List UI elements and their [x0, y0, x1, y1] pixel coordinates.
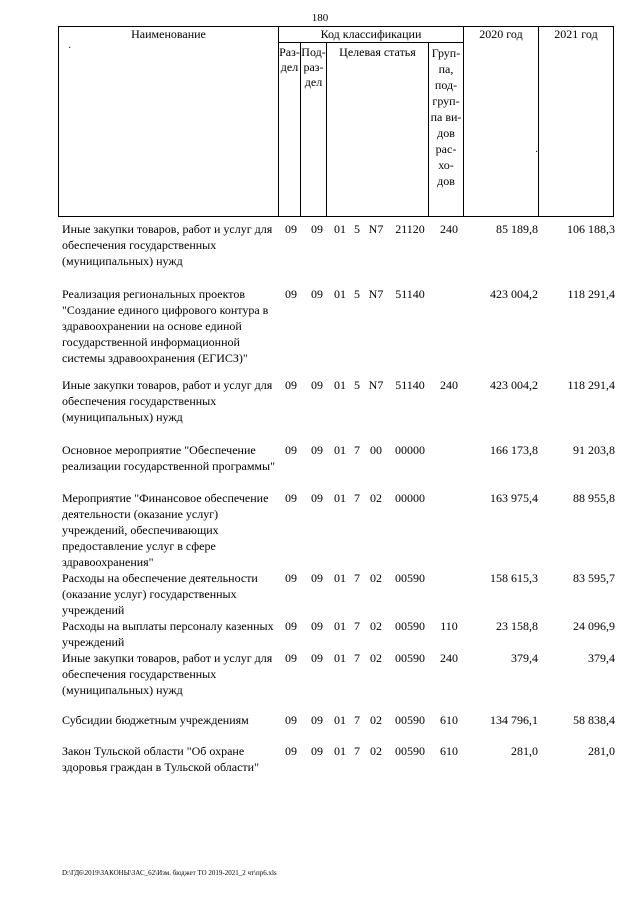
scan-dot-mark: · — [68, 43, 72, 54]
row-podrazdel: 09 — [311, 744, 323, 758]
row-group: 240 — [440, 378, 458, 392]
row-amount-2021: 24 096,9 — [573, 619, 615, 633]
row-amount-2020: 166 173,8 — [490, 443, 538, 457]
row-group: 610 — [440, 713, 458, 727]
row-podrazdel: 09 — [311, 378, 323, 392]
row-group: 110 — [440, 619, 458, 633]
row-name: Иные закупки товаров, работ и услуг для обеспечения государственных (муниципальных) нужд — [62, 651, 273, 697]
row-target-event: 02 — [370, 651, 382, 665]
row-target-subprogram: 7 — [354, 744, 360, 758]
row-target-subprogram: 7 — [354, 619, 360, 633]
row-target-program: 01 — [334, 651, 346, 665]
row-target-subprogram: 5 — [354, 378, 360, 392]
row-razdel: 09 — [285, 619, 297, 633]
row-target-subprogram: 7 — [354, 491, 360, 505]
row-target-event: 02 — [370, 744, 382, 758]
row-podrazdel: 09 — [311, 443, 323, 457]
row-amount-2020: 158 615,3 — [490, 571, 538, 585]
row-target-event: 02 — [370, 571, 382, 585]
header-year-2020: 2020 год — [464, 27, 539, 217]
row-name: Основное мероприятие "Обеспечение реализации государственной программы" — [62, 443, 275, 473]
row-amount-2021: 91 203,8 — [573, 443, 615, 457]
row-target-direction: 21120 — [395, 222, 425, 236]
row-name: Реализация региональных проектов "Создание единого цифрового контура в здравоохранении на основе единой государственной информационной системы здравоохранения (ЕГИСЗ)" — [62, 287, 269, 365]
row-target-event: 02 — [370, 619, 382, 633]
row-target-event: 02 — [370, 713, 382, 727]
row-name: Субсидии бюджетным учреждениям — [62, 713, 249, 727]
header-razdel: Раз- дел — [279, 43, 301, 217]
scan-dot-mark: · — [535, 147, 539, 158]
row-razdel: 09 — [285, 491, 297, 505]
row-target-event: N7 — [368, 378, 384, 392]
row-target-direction: 00590 — [395, 619, 425, 633]
row-group: 240 — [440, 222, 458, 236]
row-target-subprogram: 7 — [354, 651, 360, 665]
row-target-program: 01 — [334, 619, 346, 633]
row-podrazdel: 09 — [311, 287, 323, 301]
row-name: Иные закупки товаров, работ и услуг для обеспечения государственных (муниципальных) нужд — [62, 378, 273, 424]
row-amount-2020: 281,0 — [511, 744, 538, 758]
header-podrazdel: Под- раз- дел — [301, 43, 327, 217]
row-target-event: 00 — [370, 443, 382, 457]
row-name: Закон Тульской области "Об охране здоровья граждан в Тульской области" — [62, 744, 259, 774]
row-target-direction: 00590 — [395, 744, 425, 758]
row-target-direction: 00590 — [395, 571, 425, 585]
row-amount-2021: 379,4 — [588, 651, 615, 665]
row-target-subprogram: 7 — [354, 443, 360, 457]
row-podrazdel: 09 — [311, 651, 323, 665]
row-razdel: 09 — [285, 713, 297, 727]
row-target-subprogram: 7 — [354, 571, 360, 585]
row-razdel: 09 — [285, 222, 297, 236]
row-name: Мероприятие "Финансовое обеспечение деятельности (оказание услуг) учреждений, обеспечивающих предоставление услуг в сфере здравоохранения" — [62, 491, 269, 569]
table-header — [58, 26, 614, 217]
row-target-subprogram: 5 — [354, 222, 360, 236]
row-amount-2021: 106 188,3 — [567, 222, 615, 236]
row-name: Расходы на выплаты персоналу казенных учреждений — [62, 619, 274, 649]
row-target-program: 01 — [334, 443, 346, 457]
row-amount-2021: 118 291,4 — [567, 287, 615, 301]
header-code-group: Код классификации — [279, 27, 464, 43]
row-amount-2021: 88 955,8 — [573, 491, 615, 505]
row-target-direction: 51140 — [395, 378, 425, 392]
header-year-2021: 2021 год — [539, 27, 614, 217]
header-group: Груп- па, под- груп- па ви- дов рас- хо- дов — [429, 43, 464, 217]
row-amount-2020: 23 158,8 — [496, 619, 538, 633]
row-target-program: 01 — [334, 713, 346, 727]
row-podrazdel: 09 — [311, 222, 323, 236]
row-amount-2021: 83 595,7 — [573, 571, 615, 585]
row-target-direction: 00590 — [395, 651, 425, 665]
row-razdel: 09 — [285, 443, 297, 457]
row-amount-2020: 379,4 — [511, 651, 538, 665]
header-name: Наименование — [59, 27, 279, 217]
row-target-event: 02 — [370, 491, 382, 505]
row-target-program: 01 — [334, 222, 346, 236]
row-amount-2021: 118 291,4 — [567, 378, 615, 392]
row-amount-2021: 281,0 — [588, 744, 615, 758]
row-group: 610 — [440, 744, 458, 758]
row-razdel: 09 — [285, 651, 297, 665]
row-target-program: 01 — [334, 378, 346, 392]
row-razdel: 09 — [285, 571, 297, 585]
row-amount-2020: 85 189,8 — [496, 222, 538, 236]
row-razdel: 09 — [285, 744, 297, 758]
row-target-program: 01 — [334, 287, 346, 301]
row-target-subprogram: 5 — [354, 287, 360, 301]
file-path-footer: D:\ГД6\2019\ЗАКОНЫ\ЗАС_62\Изм. бюджет ТО 2019-2021_2 чт\пр6.xls — [62, 869, 277, 877]
row-name: Иные закупки товаров, работ и услуг для обеспечения государственных (муниципальных) нужд — [62, 222, 273, 268]
row-amount-2020: 423 004,2 — [490, 287, 538, 301]
row-target-event: N7 — [368, 222, 384, 236]
row-target-direction: 51140 — [395, 287, 425, 301]
row-target-subprogram: 7 — [354, 713, 360, 727]
row-razdel: 09 — [285, 378, 297, 392]
row-razdel: 09 — [285, 287, 297, 301]
row-target-program: 01 — [334, 571, 346, 585]
row-target-direction: 00590 — [395, 713, 425, 727]
row-amount-2021: 58 838,4 — [573, 713, 615, 727]
row-target-program: 01 — [334, 744, 346, 758]
row-target-program: 01 — [334, 491, 346, 505]
row-podrazdel: 09 — [311, 491, 323, 505]
row-group: 240 — [440, 651, 458, 665]
row-target-direction: 00000 — [395, 491, 425, 505]
header-target-article: Целевая статья — [327, 43, 429, 217]
row-amount-2020: 163 975,4 — [490, 491, 538, 505]
row-amount-2020: 423 004,2 — [490, 378, 538, 392]
row-target-event: N7 — [368, 287, 384, 301]
row-name: Расходы на обеспечение деятельности (оказание услуг) государственных учреждений — [62, 571, 258, 617]
row-target-direction: 00000 — [395, 443, 425, 457]
row-podrazdel: 09 — [311, 571, 323, 585]
row-amount-2020: 134 796,1 — [490, 713, 538, 727]
row-podrazdel: 09 — [311, 619, 323, 633]
page-number: 180 — [311, 12, 329, 24]
row-podrazdel: 09 — [311, 713, 323, 727]
